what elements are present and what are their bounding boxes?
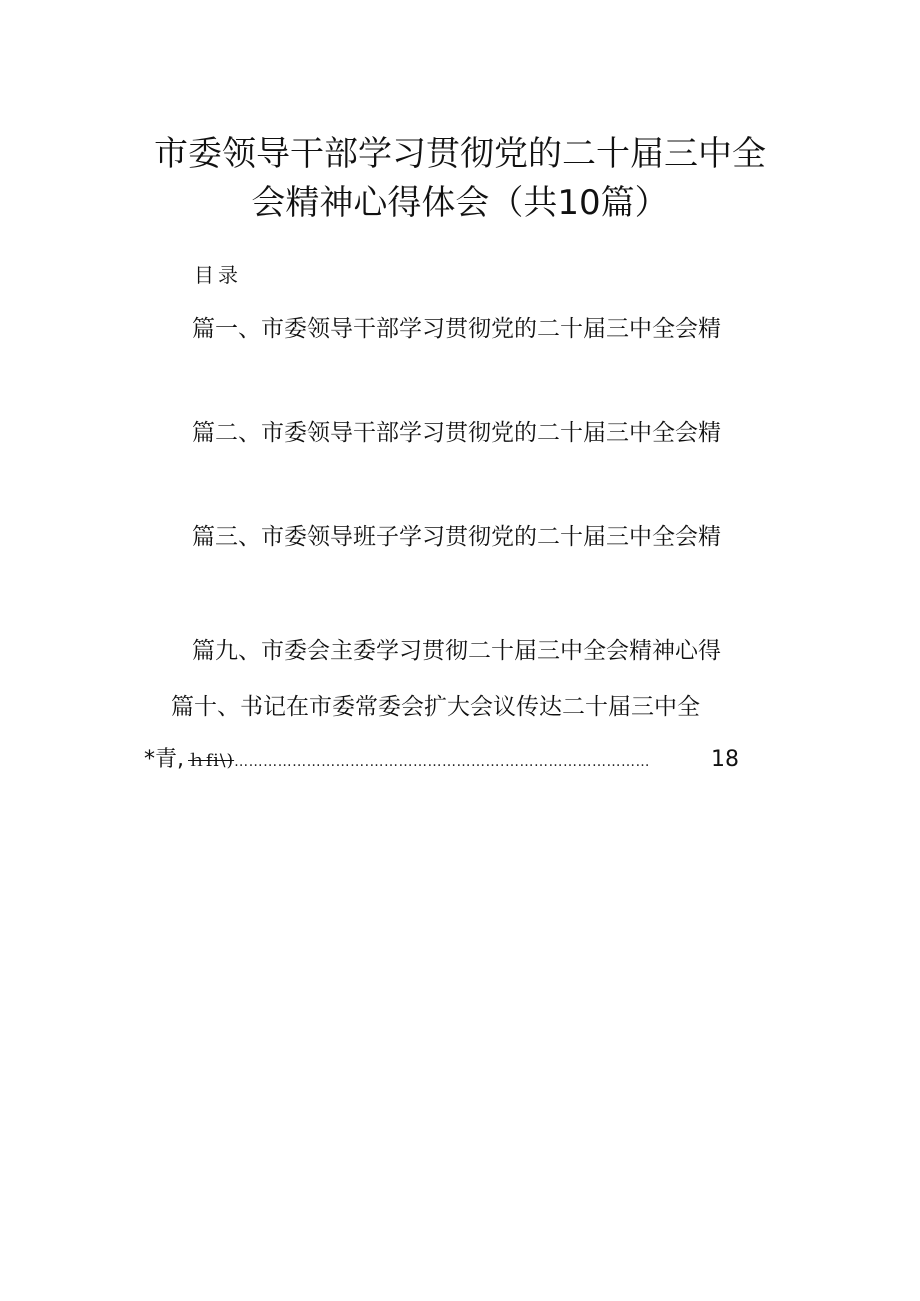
toc-item[interactable]: 篇二、市委领导干部学习贯彻党的二十届三中全会精 (192, 420, 721, 446)
toc-item[interactable]: 篇三、市委领导班子学习贯彻党的二十届三中全会精 (192, 524, 721, 550)
toc-heading: 目录 (194, 263, 242, 287)
page-number: 18 (711, 747, 739, 772)
document-title-line-2: 会精神心得体会（共10篇） (251, 183, 669, 223)
garbled-text: ｈfi\) (188, 751, 235, 771)
document-title-line-1: 市委领导干部学习贯彻党的二十届三中全 (154, 134, 766, 174)
toc-item[interactable]: 篇十、书记在市委常委会扩大会议传达二十届三中全 (171, 694, 700, 720)
toc-continuation-line[interactable] (144, 745, 739, 775)
toc-item[interactable]: 篇一、市委领导干部学习贯彻党的二十届三中全会精 (192, 316, 721, 342)
toc-continuation-text: *青, (144, 747, 184, 772)
dot-leader: ……………………….……………………….………………………… (234, 754, 650, 770)
toc-item[interactable]: 篇九、市委会主委学习贯彻二十届三中全会精神心得 (192, 638, 721, 664)
